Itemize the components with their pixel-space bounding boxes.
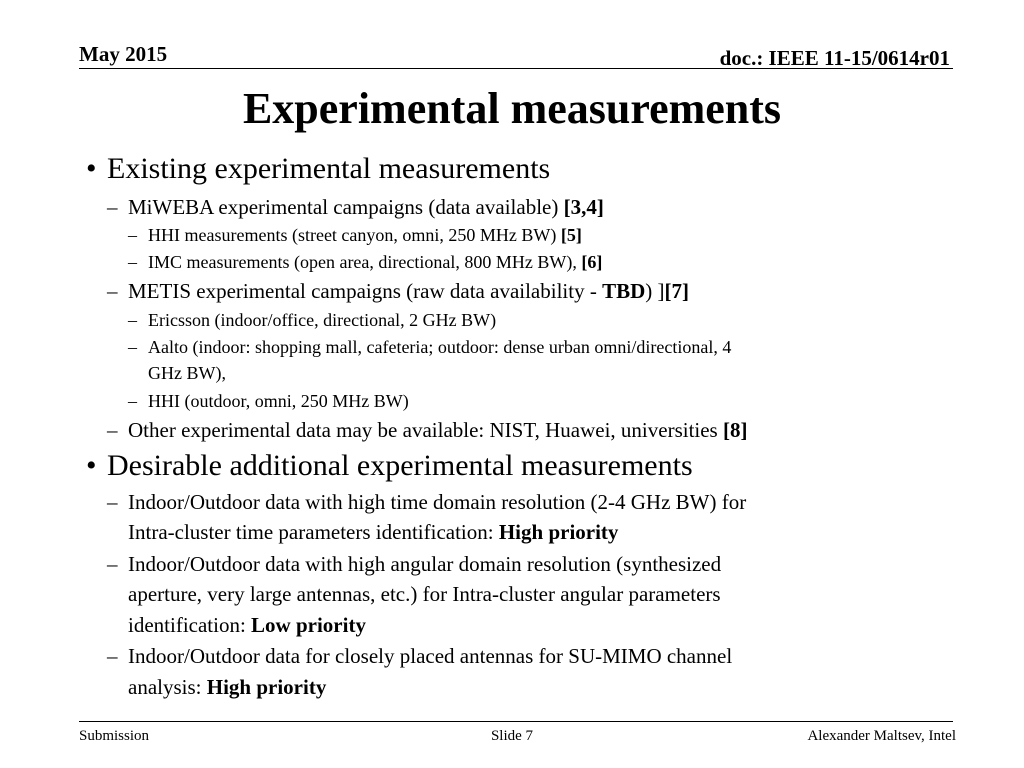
item-metis-text: METIS experimental campaigns (raw data availability - [128, 279, 603, 303]
ref-6: [6] [581, 252, 603, 272]
ref-3-4: [3,4] [563, 195, 604, 219]
item-angular-line2: aperture, very large antennas, etc.) for Intra-cluster angular parameters [128, 582, 721, 606]
item-angular-text: identification: [128, 613, 252, 637]
ref-8: [8] [722, 418, 748, 442]
item-hhi-outdoor: HHI (outdoor, omni, 250 MHz BW) [148, 391, 409, 411]
dash-marker: – [128, 310, 137, 330]
tbd-label: TBD [602, 279, 646, 303]
item-aalto-line1: Aalto (indoor: shopping mall, cafeteria; outdoor: dense urban omni/directional, 4 [148, 337, 732, 357]
bullet-marker: • [86, 449, 97, 482]
item-hhi-text: HHI measurements (street canyon, omni, 250 MHz BW) [148, 225, 561, 245]
item-angular-line3 [128, 613, 366, 638]
priority-high: High priority [498, 520, 619, 544]
footer-divider [79, 721, 953, 722]
dash-marker: – [128, 337, 137, 357]
item-hhi-measurements [148, 225, 582, 246]
dash-marker: – [128, 391, 137, 411]
dash-marker: – [128, 252, 137, 272]
footer-author: Alexander Maltsev, Intel [807, 728, 956, 744]
item-time-domain-text: Intra-cluster time parameters identification: [128, 520, 499, 544]
item-miweba-text: MiWEBA experimental campaigns (data available) [128, 195, 564, 219]
bullet-existing-measurements: Existing experimental measurements [107, 152, 551, 185]
header-date: May 2015 [79, 42, 168, 66]
item-ericsson: Ericsson (indoor/office, directional, 2 GHz BW) [148, 310, 497, 330]
item-su-mimo-line1: Indoor/Outdoor data for closely placed antennas for SU-MIMO channel [128, 644, 733, 668]
item-angular-line1: Indoor/Outdoor data with high angular domain resolution (synthesized [128, 552, 722, 576]
item-other-data [128, 418, 747, 443]
slide-title: Experimental measurements [242, 84, 782, 133]
footer-slide-number: Slide 7 [490, 728, 534, 744]
header-doc-id: doc.: IEEE 11-15/0614r01 [719, 46, 950, 70]
dash-marker: – [128, 225, 137, 245]
bullet-desirable-measurements: Desirable additional experimental measurements [107, 449, 693, 482]
dash-marker: – [107, 644, 118, 668]
dash-marker: – [107, 418, 118, 442]
item-other-text: Other experimental data may be available: NIST, Huawei, universities [128, 418, 723, 442]
item-time-domain-line1: Indoor/Outdoor data with high time domain resolution (2-4 GHz BW) for [128, 490, 747, 514]
item-metis-bracket: ) ] [645, 279, 665, 303]
priority-low: Low priority [251, 613, 366, 637]
item-su-mimo-line2 [128, 675, 326, 700]
item-metis [128, 279, 689, 304]
ref-7: [7] [664, 279, 690, 303]
header-divider [79, 68, 953, 69]
footer-submission: Submission [79, 728, 150, 744]
dash-marker: – [107, 195, 118, 219]
item-su-mimo-text: analysis: [128, 675, 207, 699]
item-imc-measurements [148, 252, 602, 273]
dash-marker: – [107, 279, 118, 303]
priority-high: High priority [206, 675, 327, 699]
item-miweba [128, 195, 604, 220]
dash-marker: – [107, 490, 118, 514]
item-time-domain-line2 [128, 520, 618, 545]
ref-5: [5] [560, 225, 582, 245]
item-imc-text: IMC measurements (open area, directional, 800 MHz BW), [148, 252, 582, 272]
bullet-marker: • [86, 152, 97, 185]
item-aalto-line2: GHz BW), [148, 363, 226, 383]
dash-marker: – [107, 552, 118, 576]
